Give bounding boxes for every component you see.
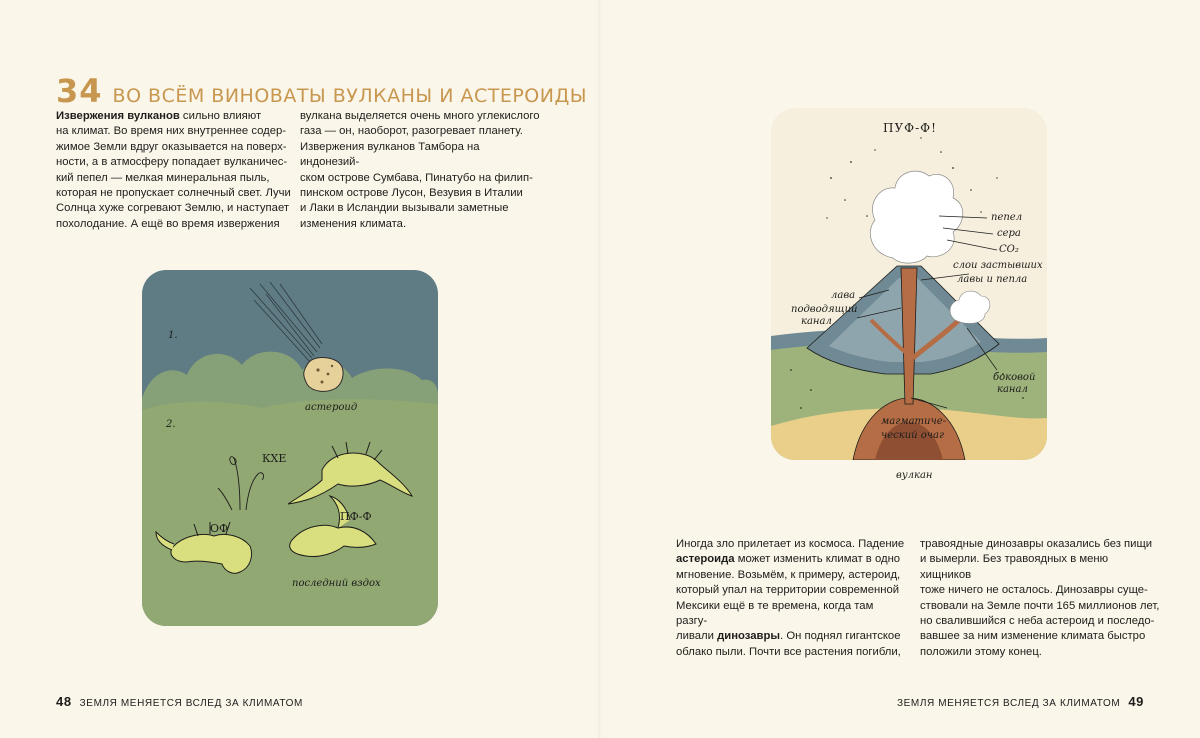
asteroid	[304, 357, 343, 391]
label-chamber-1: магматиче-	[881, 416, 946, 427]
last-breath-label: последний вздох	[292, 578, 381, 589]
running-title-left: ЗЕМЛЯ МЕНЯЕТСЯ ВСЛЕД ЗА КЛИМАТОМ	[79, 698, 303, 709]
book-gutter	[598, 0, 602, 738]
sound-puff: ПФ-Ф	[340, 510, 372, 523]
asteroid-text-column-2: травоядные динозавры оказались без пищи и вымерли. Без травоядных в меню хищников тоже ничего не осталось. Динозавры суще- ствовали на Земле почти 165 миллионов лет, но свалившийся с неба астероид и последо- вавшее за ним изменение климата быстро положили этому конец.	[920, 538, 1160, 658]
asteroid-text-column-1	[676, 537, 906, 660]
step-one-label: 1.	[168, 330, 178, 341]
label-conduit-2: канал	[801, 316, 832, 327]
asteroid-text-2: может изменить климат в одно мгновение. Возьмём, к примеру, астероид, который упал на территории современной Мексики ещё в те времена, когда там разгу- ливали	[676, 553, 901, 643]
asteroid-label: астероид	[305, 402, 358, 413]
volcano-illustration	[771, 108, 1047, 460]
bold-term-asteroid: астероида	[676, 553, 735, 566]
sound-of: ОФ	[210, 522, 229, 535]
footer-left	[56, 694, 303, 709]
volcano-caption: вулкан	[896, 470, 933, 481]
sound-kxe: КХЕ	[262, 452, 287, 465]
bold-term-dinosaurs: динозавры	[717, 630, 781, 643]
label-sulfur: сера	[997, 228, 1021, 239]
running-title-right: ЗЕМЛЯ МЕНЯЕТСЯ ВСЛЕД ЗА КЛИМАТОМ	[897, 698, 1121, 709]
step-two-label: 2.	[166, 419, 176, 430]
volcano-text-column-1	[56, 109, 291, 232]
asteroid-text-1: Иногда зло прилетает из космоса. Падение	[676, 538, 905, 550]
footer-right	[897, 694, 1144, 709]
chapter-heading	[56, 72, 587, 112]
label-conduit-1: подводящий	[791, 304, 858, 315]
chapter-number: 34	[56, 72, 103, 110]
asteroid-text-3: . Он поднял гигантское облако пыли. Почти все растения погибли,	[676, 630, 901, 658]
ground	[142, 398, 438, 626]
label-layers-2: лавы и пепла	[957, 274, 1028, 285]
sound-puff-volcano: ПУФ-Ф!	[883, 121, 937, 135]
label-side-conduit-2: канал	[997, 384, 1028, 395]
label-ash: пепел	[991, 212, 1023, 223]
label-co2: CO₂	[999, 244, 1019, 255]
volcano-illustration-svg	[771, 108, 1047, 460]
page-number-right: 49	[1128, 694, 1144, 709]
bold-term-volcanoes: Извержения вулканов	[56, 110, 180, 122]
label-chamber-2: ческий очаг	[881, 430, 945, 441]
chapter-title: ВО ВСЁМ ВИНОВАТЫ ВУЛКАНЫ И АСТЕРОИДЫ	[112, 85, 588, 107]
label-side-conduit-1: боковой	[993, 372, 1036, 383]
page-number-left: 48	[56, 694, 72, 709]
label-layers-1: слои застывших	[953, 260, 1043, 271]
label-lava: лава	[831, 290, 856, 301]
volcano-text-1: сильно влияют на климат. Во время них внутреннее содер- жимое Земли вдруг оказывается на поверх- ности, а в атмосферу попадает вулканичес- кий пепел — мелкая минеральная пыль, которая не пропускает солнечный свет. Лучи Солнца хуже согревают Землю, и наступает похолодание. А ещё во время извержения	[56, 110, 291, 230]
volcano-text-column-2: вулкана выделяется очень много углекислого газа — он, наоборот, разогревает планету. Извержения вулканов Тамбора на индонезий- ском острове Сумбава, Пинатубо на филип- пинском острове Лусон, Везувия в Италии и Лаки в Исландии вызывали заметные изменения климата.	[300, 110, 540, 230]
asteroid-illustration	[142, 270, 438, 626]
asteroid-illustration-svg	[142, 270, 438, 626]
